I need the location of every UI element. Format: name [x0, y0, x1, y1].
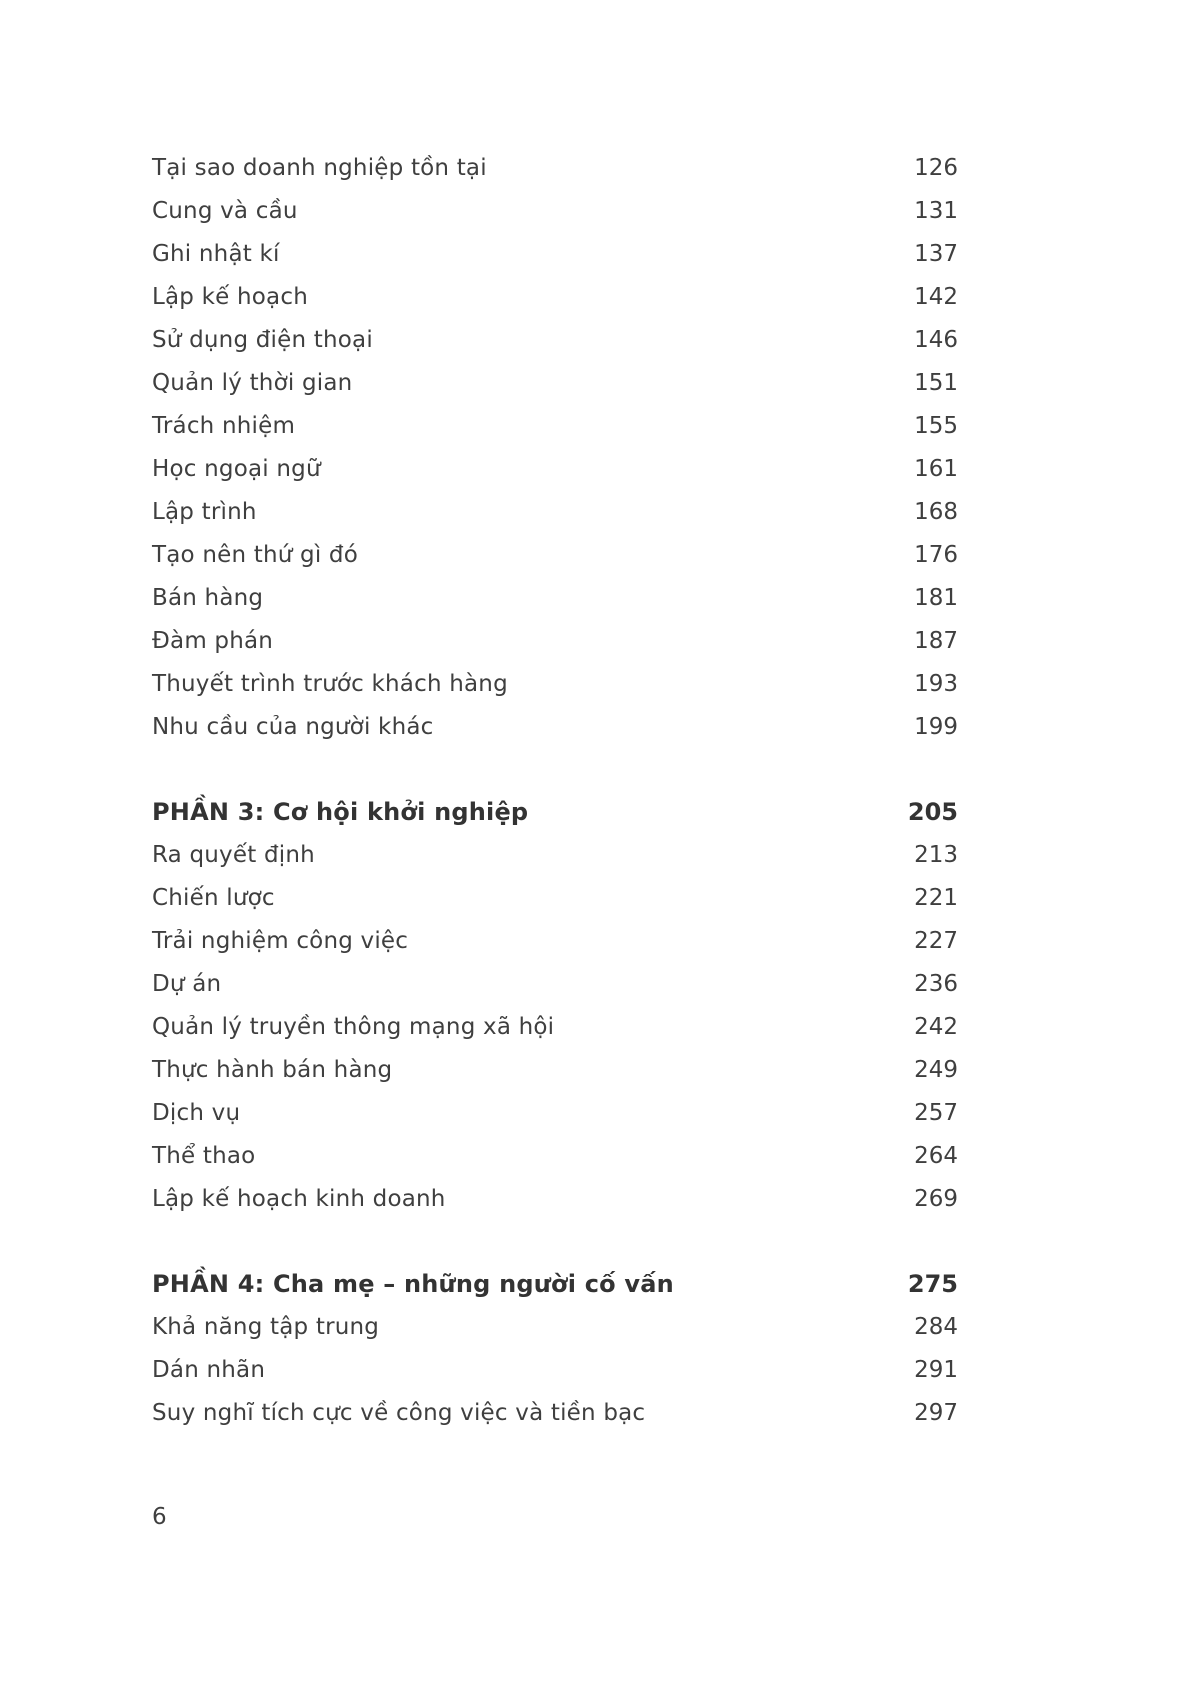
toc-entry: [152, 233, 958, 276]
toc-entry-page-number: 161: [914, 456, 958, 482]
toc-entry-page-number: 155: [914, 413, 958, 439]
toc-entry-page-number: 236: [914, 971, 958, 997]
toc-section-title: PHẦN 4: Cha mẹ – những người cố vấn: [152, 1270, 674, 1298]
toc-entry-title: Sử dụng điện thoại: [152, 327, 373, 353]
toc-entry-page-number: 269: [914, 1186, 958, 1212]
toc-entry: [152, 920, 958, 963]
toc-entry-title: Suy nghĩ tích cực về công việc và tiền bạc: [152, 1400, 646, 1426]
toc-entry-title: Ra quyết định: [152, 842, 315, 868]
toc-entry-title: Ghi nhật kí: [152, 241, 280, 267]
toc-entry-title: Quản lý thời gian: [152, 370, 353, 396]
toc-entry-page-number: 221: [914, 885, 958, 911]
toc-entry-title: Cung và cầu: [152, 198, 298, 224]
toc-entry: [152, 834, 958, 877]
toc-entry-title: Dịch vụ: [152, 1100, 241, 1126]
toc-entry: [152, 405, 958, 448]
toc-entry: [152, 663, 958, 706]
toc-entry-title: Dán nhãn: [152, 1357, 266, 1383]
toc-section-heading: [152, 1263, 958, 1306]
toc-entry: [152, 1392, 958, 1435]
toc-entry: [152, 1135, 958, 1178]
toc-entry-page-number: 213: [914, 842, 958, 868]
toc-entry-page-number: 151: [914, 370, 958, 396]
toc-section-page-number: 205: [907, 798, 958, 826]
toc-entry: [152, 190, 958, 233]
toc-entry-page-number: 168: [914, 499, 958, 525]
toc-entry-title: Trải nghiệm công việc: [152, 928, 409, 954]
toc-entry-page-number: 181: [914, 585, 958, 611]
toc-entry-page-number: 242: [914, 1014, 958, 1040]
toc-entry-page-number: 142: [914, 284, 958, 310]
toc-entry-page-number: 284: [914, 1314, 958, 1340]
toc-entry-title: Chiến lược: [152, 885, 275, 911]
toc-entry-page-number: 227: [914, 928, 958, 954]
toc-entry-page-number: 131: [914, 198, 958, 224]
toc-entry: [152, 319, 958, 362]
toc-entry: [152, 577, 958, 620]
toc-entry: [152, 1006, 958, 1049]
toc-entry-title: Bán hàng: [152, 585, 264, 611]
toc-entry: [152, 1049, 958, 1092]
toc-entry-title: Khả năng tập trung: [152, 1314, 380, 1340]
toc-entry-title: Nhu cầu của người khác: [152, 714, 434, 740]
toc-entry: [152, 534, 958, 577]
toc-entry-title: Lập kế hoạch: [152, 284, 308, 310]
toc-entry-page-number: 187: [914, 628, 958, 654]
toc-entry-title: Thực hành bán hàng: [152, 1057, 393, 1083]
toc-entry: [152, 1178, 958, 1221]
toc-entry: [152, 877, 958, 920]
toc-entry-page-number: 291: [914, 1357, 958, 1383]
toc-entry-title: Lập trình: [152, 499, 257, 525]
toc-entry-title: Thuyết trình trước khách hàng: [152, 671, 508, 697]
toc-entry-page-number: 137: [914, 241, 958, 267]
toc-entry: [152, 1306, 958, 1349]
toc-entry-title: Quản lý truyền thông mạng xã hội: [152, 1014, 555, 1040]
toc-entry: [152, 491, 958, 534]
toc-entry-page-number: 199: [914, 714, 958, 740]
toc-entry-page-number: 264: [914, 1143, 958, 1169]
page-number: 6: [152, 1504, 167, 1530]
table-of-contents: [152, 147, 958, 1435]
toc-entry-title: Học ngoại ngữ: [152, 456, 321, 482]
toc-section-heading: [152, 791, 958, 834]
toc-entry: [152, 1092, 958, 1135]
toc-entry: [152, 362, 958, 405]
toc-entry: [152, 448, 958, 491]
toc-entry: [152, 963, 958, 1006]
toc-entry-page-number: 176: [914, 542, 958, 568]
toc-entry-page-number: 126: [914, 155, 958, 181]
toc-entry-title: Dự án: [152, 971, 222, 997]
toc-entry-title: Đàm phán: [152, 628, 274, 654]
toc-entry-page-number: 193: [914, 671, 958, 697]
toc-entry-page-number: 257: [914, 1100, 958, 1126]
toc-entry-title: Lập kế hoạch kinh doanh: [152, 1186, 446, 1212]
toc-entry-title: Thể thao: [152, 1143, 256, 1169]
toc-section-page-number: 275: [907, 1270, 958, 1298]
toc-entry: [152, 1349, 958, 1392]
toc-entry-title: Tạo nên thứ gì đó: [152, 542, 358, 568]
toc-entry-title: Tại sao doanh nghiệp tồn tại: [152, 155, 487, 181]
toc-section-title: PHẦN 3: Cơ hội khởi nghiệp: [152, 798, 529, 826]
toc-entry: [152, 620, 958, 663]
toc-entry-title: Trách nhiệm: [152, 413, 296, 439]
toc-entry-page-number: 146: [914, 327, 958, 353]
toc-entry: [152, 147, 958, 190]
toc-entry: [152, 276, 958, 319]
toc-entry: [152, 706, 958, 749]
toc-entry-page-number: 297: [914, 1400, 958, 1426]
toc-entry-page-number: 249: [914, 1057, 958, 1083]
